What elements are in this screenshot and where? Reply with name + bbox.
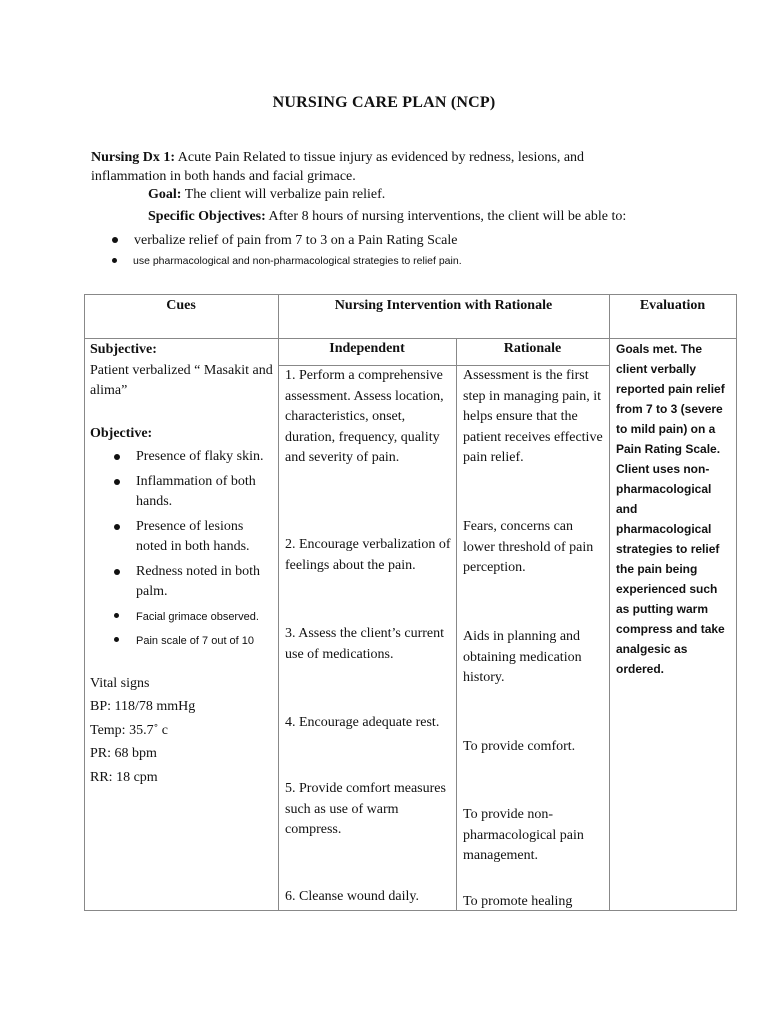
nursing-diagnosis-text: Acute Pain Related to tissue injury as evidenced by redness, lesions, and inflammation in both hands and facial grimace.: [91, 150, 585, 184]
rationale-2: Fears, concerns can lower threshold of pain perception.: [463, 519, 594, 575]
column-divider: [278, 294, 279, 911]
column-divider: [609, 294, 610, 911]
goal-text: The client will verbalize pain relief.: [181, 187, 386, 202]
rationale-5: To provide non-pharmacological pain management.: [463, 807, 584, 863]
rationale-4: To provide comfort.: [463, 739, 576, 754]
specific-objectives: [148, 209, 626, 225]
list-item: [90, 517, 274, 558]
header-cues: Cues: [166, 298, 196, 313]
list-item: [90, 472, 274, 513]
nursing-diagnosis-label: Nursing Dx 1:: [91, 150, 176, 165]
objective-item-text: Facial grimace observed.: [136, 610, 259, 623]
bullet-dot: [112, 237, 118, 243]
objective-bullet-text: use pharmacological and non-pharmacological strategies to relief pain.: [133, 255, 462, 267]
goal: [148, 187, 385, 203]
bullet-dot: [112, 258, 117, 263]
intervention-1: 1. Perform a comprehensive assessment. Assess location, characteristics, onset, duration, frequency, quality and severity of pain.: [285, 368, 444, 465]
list-item: [90, 447, 274, 468]
specific-objectives-text: After 8 hours of nursing interventions, the client will be able to:: [265, 209, 627, 224]
intervention-6: 6. Cleanse wound daily.: [285, 889, 420, 904]
table-border-top: [84, 294, 737, 295]
vital-rr: RR: 18 cpm: [90, 769, 158, 785]
vital-temp: Temp: 35.7˚ c: [90, 722, 168, 738]
objective-item-text: Pain scale of 7 out of 10: [136, 635, 255, 647]
objective-item-text: Presence of flaky skin.: [136, 449, 264, 464]
intervention-4: 4. Encourage adequate rest.: [285, 715, 440, 730]
specific-objectives-label: Specific Objectives:: [148, 209, 266, 224]
rationale-1: Assessment is the first step in managing pain, it helps ensure that the patient receives effective pain relief.: [463, 368, 603, 465]
objective-item-text: Presence of lesions noted in both hands.: [136, 518, 250, 554]
cues-cell: [90, 340, 274, 789]
table-border-left: [84, 294, 85, 911]
objective-bullet-text: verbalize relief of pain from 7 to 3 on a Pain Rating Scale: [134, 233, 458, 248]
rationale-6: To promote healing: [463, 894, 573, 909]
intervention-5: 5. Provide comfort measures such as use of warm compress.: [285, 781, 446, 837]
header-rationale: Rationale: [503, 341, 562, 356]
objective-label: Objective:: [90, 425, 153, 441]
objective-bullet: [112, 233, 457, 249]
header-evaluation: Evaluation: [639, 298, 706, 313]
objective-list: [90, 447, 274, 652]
header-intervention: Nursing Intervention with Rationale: [334, 298, 553, 313]
list-item: [90, 631, 274, 652]
intervention-3: 3. Assess the client’s current use of medications.: [285, 626, 445, 662]
vital-bp: BP: 118/78 mmHg: [90, 699, 196, 714]
intervention-2: 2. Encourage verbalization of feelings about the pain.: [285, 537, 451, 573]
objective-bullet: [112, 255, 462, 267]
subcolumn-divider: [456, 338, 457, 911]
vital-pr: PR: 68 bpm: [90, 746, 157, 761]
evaluation-text: Goals met. The client verbally reported pain relief from 7 to 3 (severe to mild pain) on a Pain Rating Scale. Client uses non-pharmacological and pharmacological strategies to relief the pain being experienced such as putting warm compress and take analgesic as ordered.: [616, 342, 725, 676]
vital-signs-label: Vital signs: [90, 675, 150, 691]
document-title: NURSING CARE PLAN (NCP): [272, 94, 496, 111]
subjective-label: Subjective:: [90, 342, 157, 357]
goal-label: Goal:: [148, 187, 182, 202]
subjective-text: Patient verbalized “ Masakit and alima”: [90, 362, 273, 398]
header-independent: Independent: [329, 341, 405, 356]
table-border-bottom: [84, 910, 737, 911]
objective-item-text: Inflammation of both hands.: [136, 473, 256, 509]
list-item: [90, 607, 274, 628]
table-border-right: [736, 294, 737, 911]
objective-item-text: Redness noted in both palm.: [136, 563, 261, 599]
nursing-diagnosis: [91, 148, 651, 186]
rationale-3: Aids in planning and obtaining medication history.: [463, 629, 582, 685]
list-item: [90, 562, 274, 603]
